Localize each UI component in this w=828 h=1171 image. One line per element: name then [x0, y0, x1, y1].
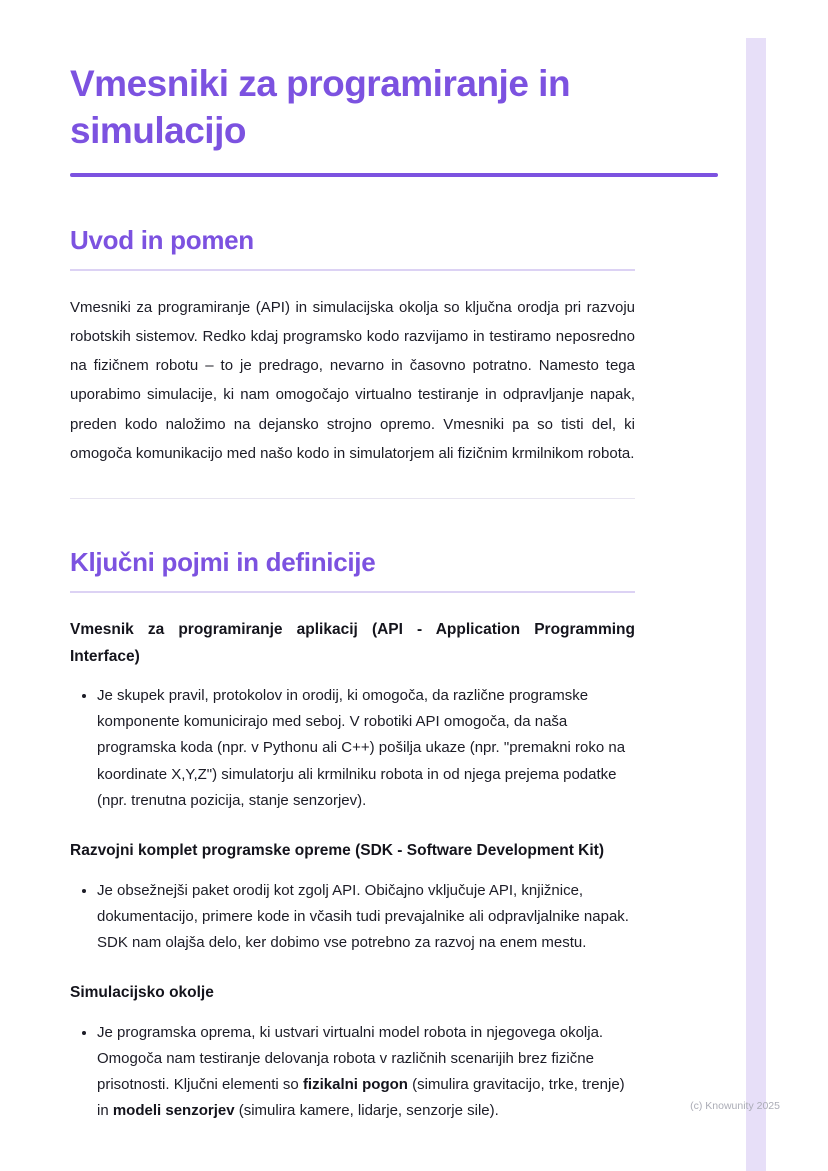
- term-sdk-bullet: • Je obsežnejši paket orodij kot zgolj API. Običajno vključuje API, knjižnice, dokumentacijo, primere kode in včasih tudi prevajalnike ali odpravljalnike napak. SDK nam olajša delo, ker dobimo vse potrebno za razvoj na enem mestu.: [97, 878, 635, 957]
- term-api-list: [70, 683, 635, 814]
- section-divider: [70, 498, 635, 499]
- term-api-heading: Vmesnik za programiranje aplikacij (API - Application Programming Interface): [70, 621, 635, 665]
- term-api-bullet: • Je skupek pravil, protokolov in orodij, ki omogoča, da različne programske komponente komunicirajo med seboj. V robotiki API omogoča, da naša programska koda (npr. v Pythonu ali C++) pošilja ukaze (npr. "premakni roko na koordinate X,Y,Z") simulatorju ali krmilniku robota in od njega prejema podatke (npr. trenutna pozicija, stanje senzorjev).: [97, 683, 635, 814]
- term-sim-bold-physics-engine: fizikalni pogon: [302, 1076, 408, 1094]
- term-sim-bullet: [97, 1020, 635, 1125]
- intro-paragraph: Vmesniki za programiranje (API) in simulacijska okolja so ključna orodja pri razvoju robotskih sistemov. Redko kdaj programsko kodo razvijamo in testiramo neposredno na fizičnem robotu – to je predrago, nevarno in časovno potratno. Namesto tega uporabimo simulacije, ki nam omogočajo virtualno testiranje in odpravljanje napak, preden kodo naložimo na dejansko strojno opremo. Vmesniki pa so tisti del, ki omogoča komunikacijo med našo kodo in simulatorjem ali fizičnim krmilnikom robota.: [70, 298, 635, 462]
- copyright-notice: (c) Knowunity 2025: [690, 1100, 780, 1112]
- term-sim-list: [70, 1020, 635, 1125]
- term-sdk-heading: Razvojni komplet programske opreme (SDK - Software Development Kit): [70, 842, 604, 860]
- section-heading-underline: [70, 591, 635, 593]
- term-sim-text-2: (simulira gravitacijo, trke, trenje) in: [97, 1076, 625, 1120]
- section-heading-intro: Uvod in pomen: [70, 224, 254, 255]
- title-divider: [70, 173, 718, 177]
- document-content: [70, 0, 635, 1125]
- term-sdk-list: [70, 878, 635, 957]
- section-heading-terms: Ključni pojmi in definicije: [70, 547, 376, 578]
- term-sim-bold-sensor-models: modeli senzorjev: [112, 1102, 235, 1120]
- page-title: Vmesniki za programiranje in simulacijo: [70, 63, 571, 152]
- section-heading-underline: [70, 269, 635, 271]
- term-sim-text-3: (simulira kamere, lidarje, senzorje sile).: [234, 1102, 499, 1120]
- term-sim-heading: Simulacijsko okolje: [70, 984, 214, 1002]
- page-edge-decoration: [746, 38, 766, 1171]
- term-sim-text-1: Je programska oprema, ki ustvari virtualni model robota in njegovega okolja. Omogoča nam testiranje delovanja robota v različnih scenarijih brez fizične prisotnosti. Ključni elementi so: [97, 1023, 604, 1094]
